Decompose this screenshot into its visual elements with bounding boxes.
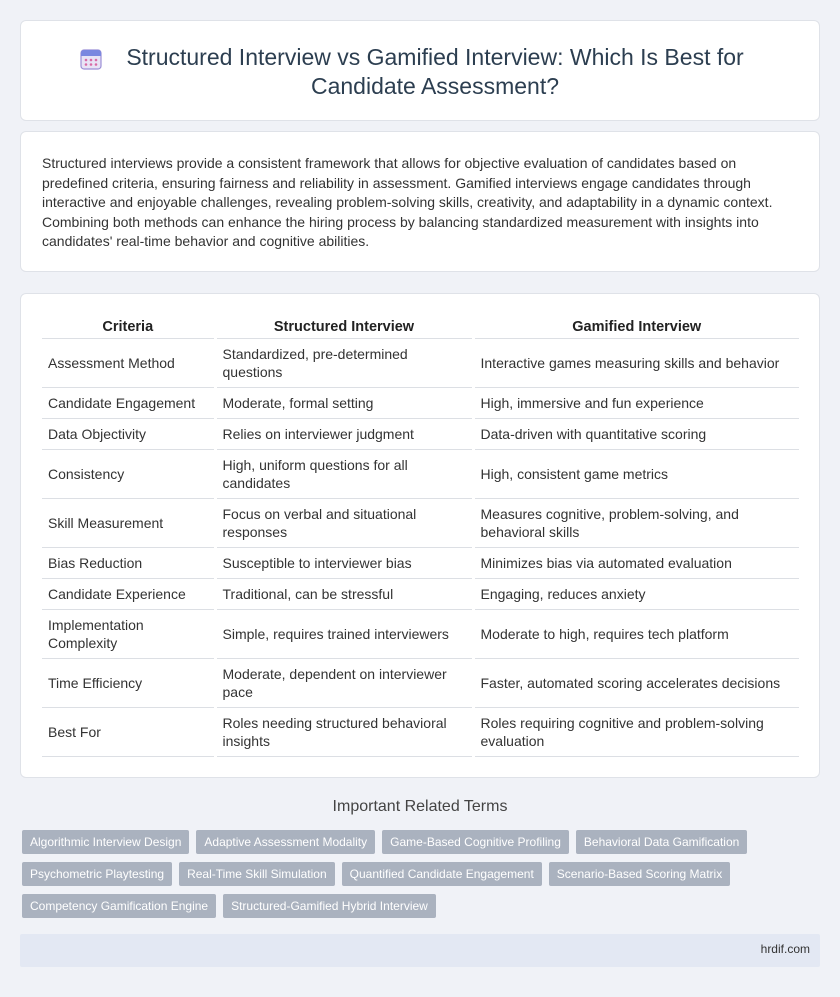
- header-structured: Structured Interview: [215, 316, 473, 338]
- table-cell: Traditional, can be stressful: [215, 578, 473, 609]
- table-row: [42, 578, 799, 609]
- footer: [20, 934, 820, 967]
- related-term-tag[interactable]: Adaptive Assessment Modality: [196, 830, 375, 854]
- related-term-tag[interactable]: Scenario-Based Scoring Matrix: [549, 862, 730, 886]
- related-term-tag[interactable]: Competency Gamification Engine: [22, 894, 216, 918]
- table-cell: Roles requiring cognitive and problem-solving evaluation: [473, 707, 799, 756]
- table-cell: Roles needing structured behavioral insights: [215, 707, 473, 756]
- table-cell: High, consistent game metrics: [473, 449, 799, 498]
- related-term-tag[interactable]: Quantified Candidate Engagement: [342, 862, 542, 886]
- table-cell: Relies on interviewer judgment: [215, 418, 473, 449]
- table-cell: Best For: [42, 707, 215, 756]
- related-terms-list: [22, 830, 782, 918]
- header-gamified: Gamified Interview: [473, 316, 799, 338]
- table-row: [42, 658, 799, 707]
- table-cell: Engaging, reduces anxiety: [473, 578, 799, 609]
- related-term-tag[interactable]: Real-Time Skill Simulation: [179, 862, 335, 886]
- table-row: [42, 418, 799, 449]
- comparison-card: [20, 293, 820, 778]
- related-terms-title: Important Related Terms: [332, 798, 508, 815]
- table-cell: Standardized, pre-determined questions: [215, 338, 473, 387]
- table-cell: High, immersive and fun experience: [473, 387, 799, 418]
- table-cell: High, uniform questions for all candidates: [215, 449, 473, 498]
- related-term-tag[interactable]: Game-Based Cognitive Profiling: [382, 830, 569, 854]
- table-cell: Bias Reduction: [42, 547, 215, 578]
- intro-paragraph: Structured interviews provide a consistent framework that allows for objective evaluation of candidates based on predefined criteria, ensuring fairness and reliability in assessment. Gamified interviews engage candidates through interactive and enjoyable challenges, revealing problem-solving skills, creativity, and adaptability in a dynamic context. Combining both methods can enhance the hiring process by balancing standardized measurement with insights into candidates' real-time behavior and cognitive abilities.: [42, 155, 773, 249]
- table-row: [42, 547, 799, 578]
- comparison-table: [42, 316, 799, 757]
- intro-card: [20, 131, 820, 272]
- table-cell: Data Objectivity: [42, 418, 215, 449]
- table-cell: Skill Measurement: [42, 498, 215, 547]
- table-cell: Simple, requires trained interviewers: [215, 609, 473, 658]
- table-cell: Moderate, dependent on interviewer pace: [215, 658, 473, 707]
- table-cell: Assessment Method: [42, 338, 215, 387]
- header-criteria: Criteria: [42, 316, 215, 338]
- related-term-tag[interactable]: Structured-Gamified Hybrid Interview: [223, 894, 436, 918]
- table-cell: Implementation Complexity: [42, 609, 215, 658]
- table-row: [42, 449, 799, 498]
- table-cell: Consistency: [42, 449, 215, 498]
- table-cell: Moderate to high, requires tech platform: [473, 609, 799, 658]
- table-cell: Susceptible to interviewer bias: [215, 547, 473, 578]
- table-cell: Data-driven with quantitative scoring: [473, 418, 799, 449]
- table-cell: Minimizes bias via automated evaluation: [473, 547, 799, 578]
- table-cell: Candidate Engagement: [42, 387, 215, 418]
- table-row: [42, 498, 799, 547]
- related-term-tag[interactable]: Psychometric Playtesting: [22, 862, 172, 886]
- table-cell: Moderate, formal setting: [215, 387, 473, 418]
- table-cell: Candidate Experience: [42, 578, 215, 609]
- page-title: Structured Interview vs Gamified Interview: Which Is Best for Candidate Assessment?: [126, 44, 744, 99]
- footer-site-link[interactable]: hrdif.com: [760, 942, 810, 956]
- table-row: [42, 387, 799, 418]
- related-term-tag[interactable]: Algorithmic Interview Design: [22, 830, 189, 854]
- table-cell: Measures cognitive, problem-solving, and behavioral skills: [473, 498, 799, 547]
- table-cell: Focus on verbal and situational responses: [215, 498, 473, 547]
- table-cell: Time Efficiency: [42, 658, 215, 707]
- table-cell: Faster, automated scoring accelerates decisions: [473, 658, 799, 707]
- table-header-row: [42, 316, 799, 338]
- table-cell: Interactive games measuring skills and behavior: [473, 338, 799, 387]
- table-row: [42, 707, 799, 756]
- related-term-tag[interactable]: Behavioral Data Gamification: [576, 830, 747, 854]
- title-card: [20, 20, 820, 121]
- table-row: [42, 609, 799, 658]
- table-row: [42, 338, 799, 387]
